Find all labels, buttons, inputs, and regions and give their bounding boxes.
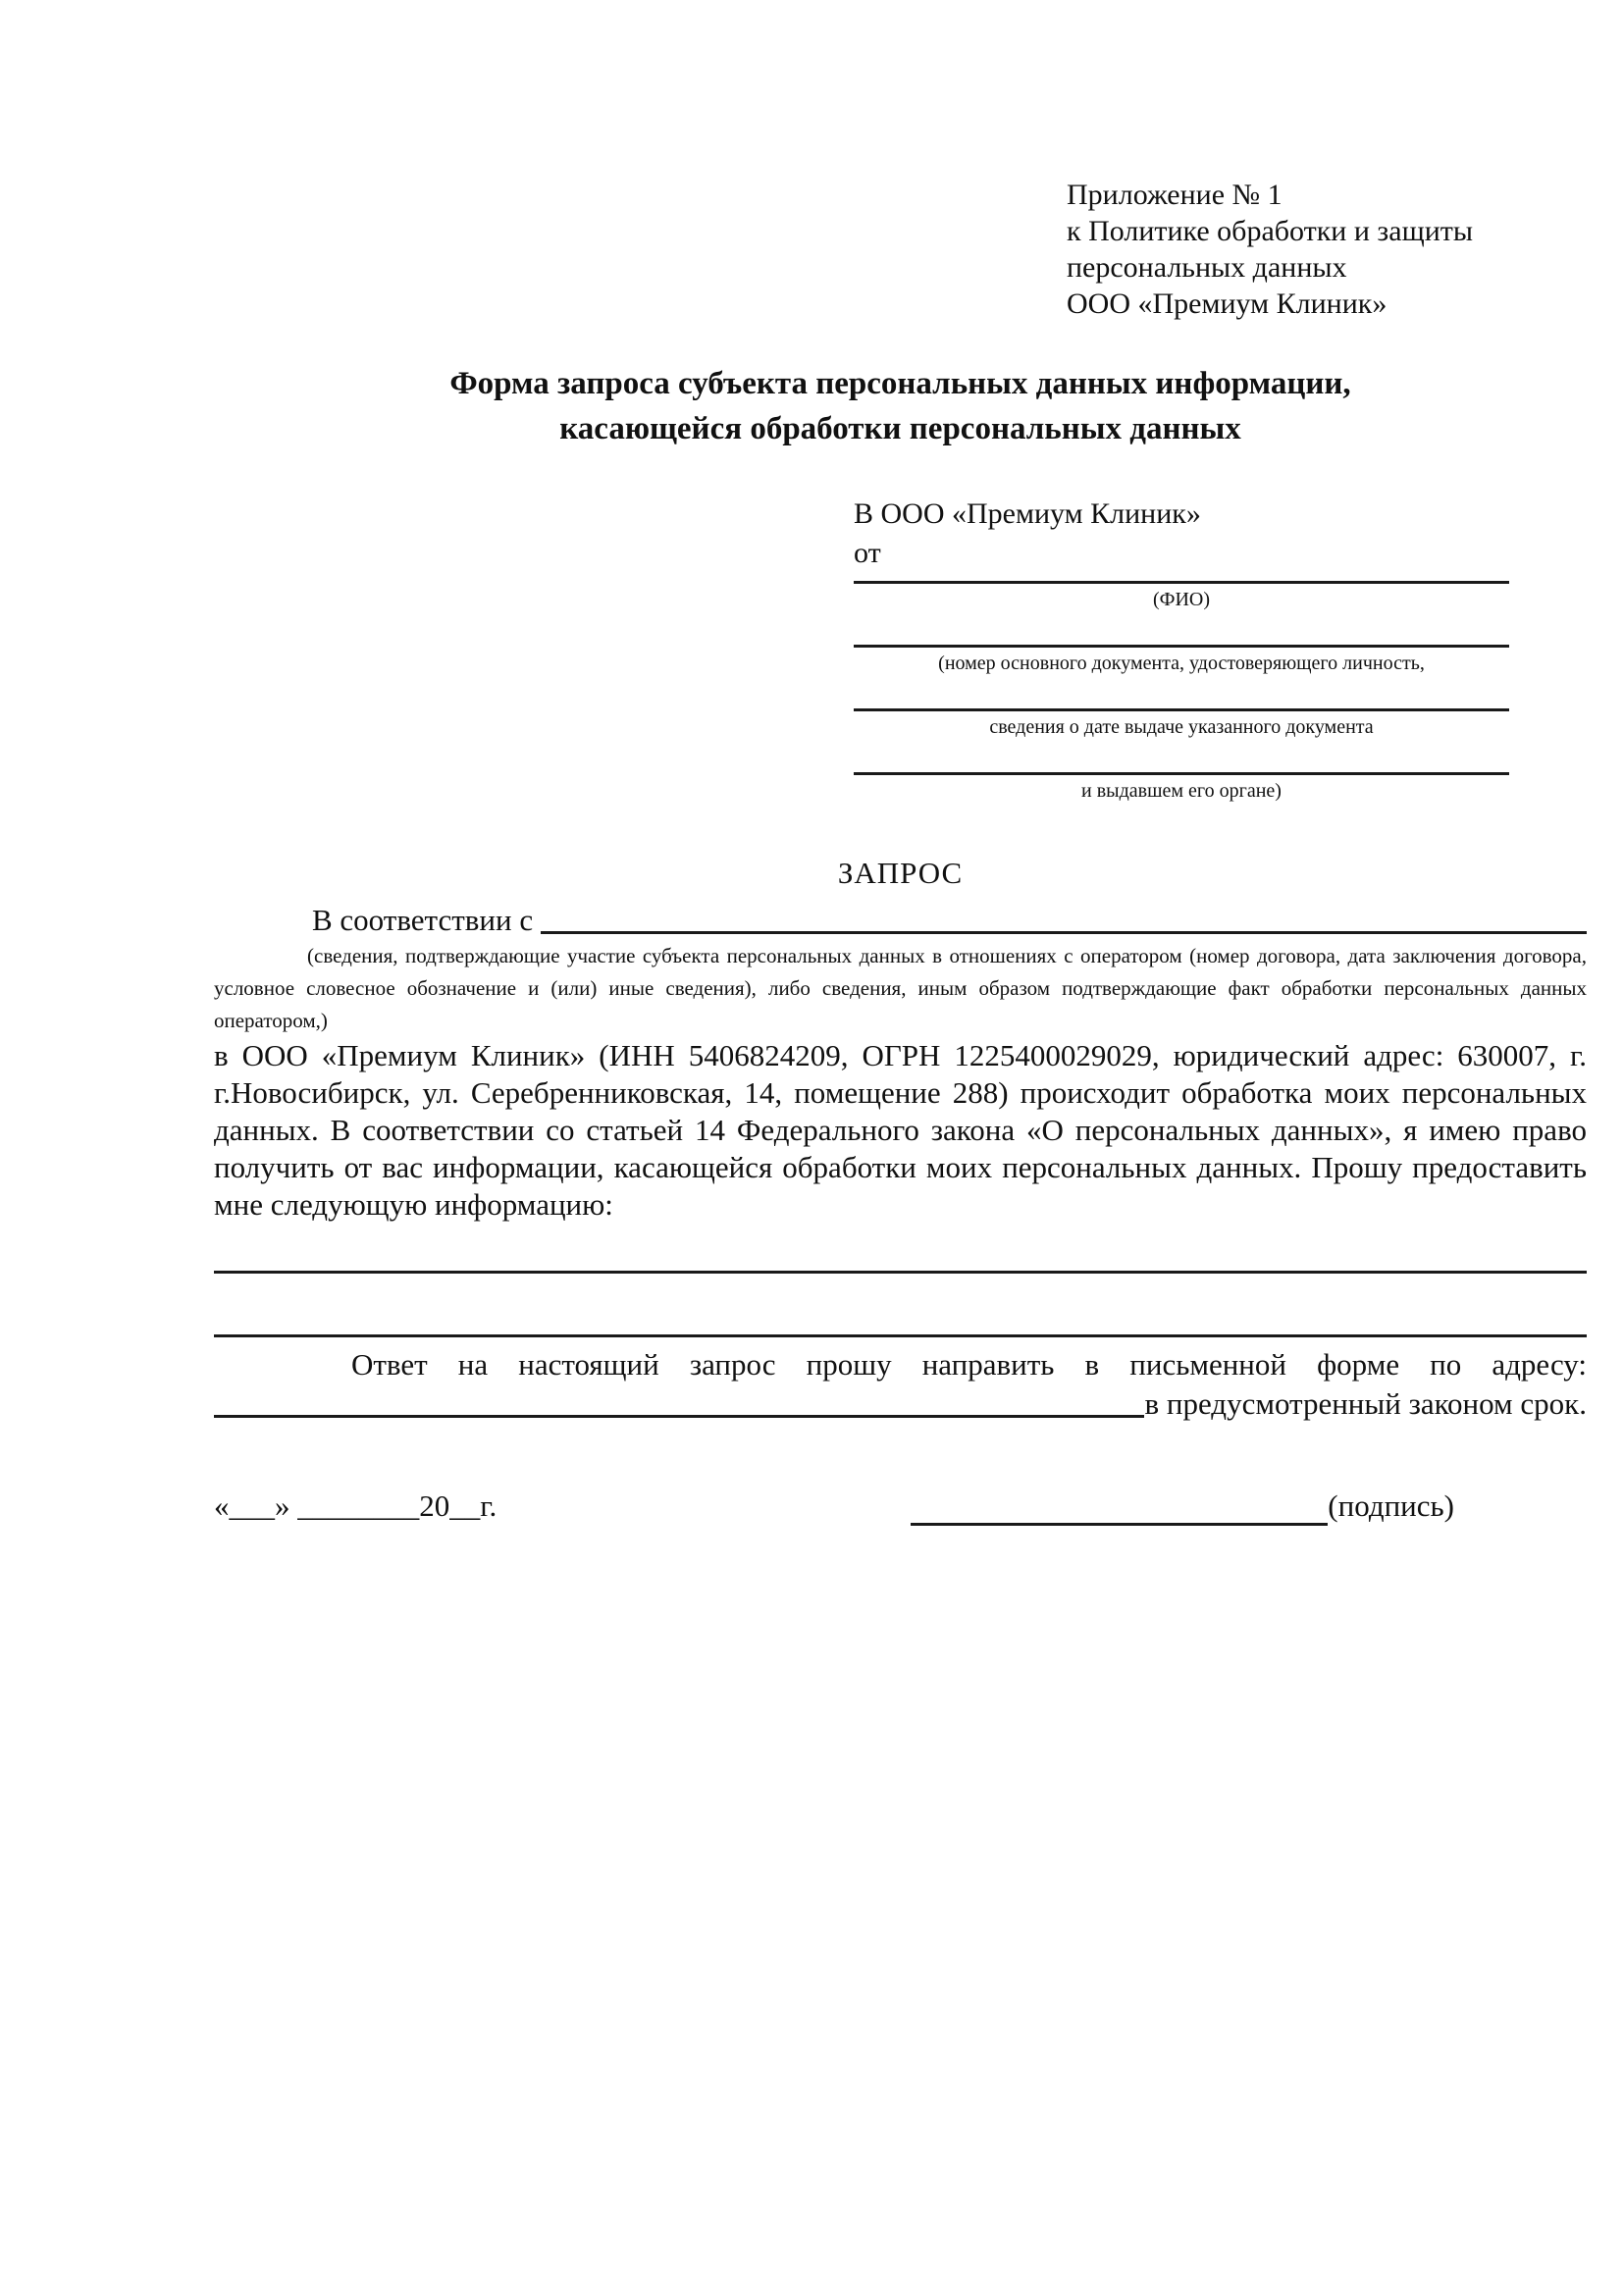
fine-print-note: (сведения, подтверждающие участие субъекта персональных данных в отношениях с оператором (номер договора, дата заключения договора, условное словесное обозначение и (или) иные сведения), либо сведения, иным образом подтверждающие факт обработки персональных данных оператором,) [214,944,1587,1032]
fill-line-fio [854,573,1509,584]
appendix-line: ООО «Премиум Клиник» [1067,287,1387,320]
form-title-line: Форма запроса субъекта персональных данных информации, [449,366,1351,401]
reply-paragraph: Ответ на настоящий запрос прошу направить в письменной форме по адресу: [351,1347,1587,1382]
addressee-from: от [854,537,881,569]
form-title-line: касающейся обработки персональных данных [559,411,1241,446]
field-label-issuing-authority: и выдавшем его органе) [1081,780,1282,802]
form-title [214,361,1587,451]
signature-block [911,1487,1454,1526]
intro-row [214,901,1587,940]
signature-line [911,1489,1328,1526]
blank-line-2 [214,1334,1587,1337]
date-line: «___» ________20__г. [214,1488,497,1523]
reply-address-row [214,1384,1587,1424]
field-label-document-number: (номер основного документа, удостоверяющего личность, [938,652,1425,674]
appendix-line: к Политике обработки и защиты [1067,215,1474,247]
body-paragraph: в ООО «Премиум Клиник» (ИНН 5406824209, ОГРН 1225400029029, юридический адрес: 630007, г. г.Новосибирск, ул. Серебренниковская, 14, помещение 288) происходит обработка моих персональных данных. В соответствии со статьей 14 Федерального закона «О персональных данных», я имею право получить от вас информации, касающейся обработки моих персональных данных. Прошу предоставить мне следующую информацию: [214,1038,1587,1222]
fill-line-document-number [854,611,1509,648]
reply-fill-line [214,1384,1144,1418]
addressee-to: В ООО «Премиум Клиник» [854,497,1201,530]
signature-label: (подпись) [1328,1488,1454,1523]
field-label-fio: (ФИО) [1152,589,1210,610]
appendix-line: Приложение № 1 [1067,179,1283,211]
fill-line-issue-date [854,675,1509,711]
footer-row [214,1487,1587,1526]
blank-line-1 [214,1271,1587,1274]
intro-fill-line [541,901,1587,934]
intro-prefix: В соответствии с [312,903,534,937]
addressee-block [854,495,1509,803]
document-content [214,0,1587,1526]
appendix-line: персональных данных [1067,251,1347,284]
request-heading: ЗАПРОС [837,856,964,890]
reply-suffix: в предусмотренный законом срок. [1144,1386,1587,1421]
fill-line-issuing-authority [854,739,1509,775]
appendix-block [1067,177,1587,322]
field-label-issue-date: сведения о дате выдаче указанного документа [989,716,1374,738]
